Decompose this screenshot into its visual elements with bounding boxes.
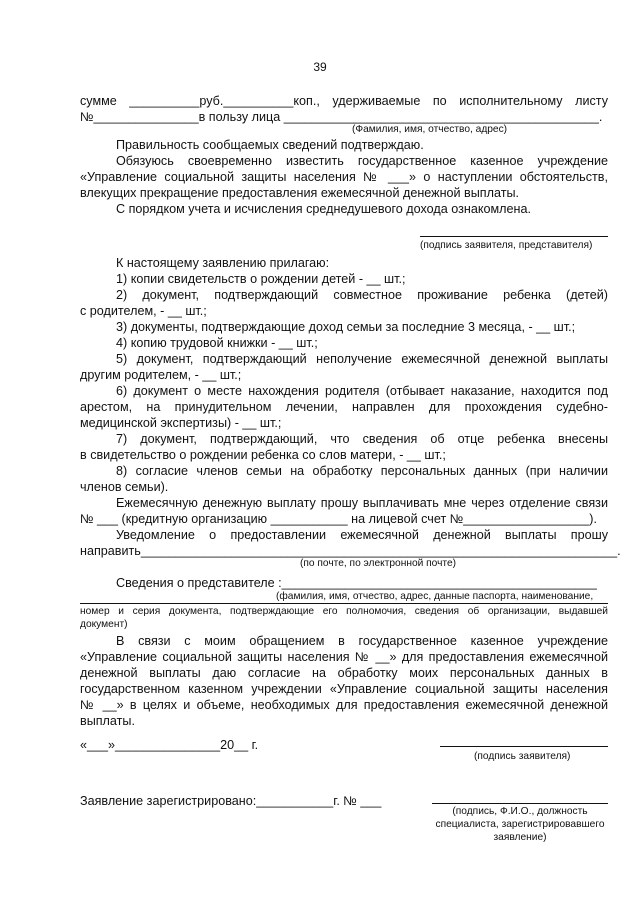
field-caption: (по почте, по электронной почте) (300, 558, 457, 569)
text-line: В связи с моим обращением в государственное казенное учреждение (116, 634, 608, 648)
text-line: С порядком учета и исчисления среднедушевого дохода ознакомлена. (116, 202, 531, 216)
text-line: Ежемесячную денежную выплату прошу выплачивать мне через отделение связи (116, 496, 608, 510)
list-item: 4) копию трудовой книжки - __ шт.; (116, 336, 318, 350)
signature-line (420, 236, 608, 237)
field-caption: документ) (80, 619, 128, 630)
field-caption: (Фамилия, имя, отчество, адрес) (352, 124, 508, 135)
text-line: влекущих прекращение предоставления ежемесячной денежной выплаты. (80, 186, 520, 200)
list-item: 8) согласие членов семьи на обработку персональных данных (при наличии (116, 464, 608, 478)
page-number: 39 (313, 60, 327, 74)
signature-line (440, 746, 608, 747)
field-caption: специалиста, зарегистрировавшего (435, 819, 605, 830)
text-line: арестом, на принудительном лечении, направлен для прохождения судебно- (80, 400, 608, 414)
text-line: денежной выплаты даю согласие на обработку моих персональных данных в (80, 666, 608, 680)
list-item: 2) документ, подтверждающий совместное проживание ребенка (детей) (116, 288, 608, 302)
text-line: «Управление социальной защиты населения № ___» о наступлении обстоятельств, (80, 170, 608, 184)
text-line: «Управление социальной защиты населения № __» для предоставления ежемесячной (80, 650, 608, 664)
text-line: Сведения о представителе :_____________________________________________ (116, 576, 597, 590)
text-line: Обязуюсь своевременно известить государственное казенное учреждение (116, 154, 608, 168)
date-line: «___»_______________20__ г. (80, 738, 259, 752)
text-line: выплаты. (80, 714, 135, 728)
field-caption: номер и серия документа, подтверждающие его полномочия, сведения об организации, выдавшей (80, 606, 608, 617)
list-item: 7) документ, подтверждающий, что сведения об отце ребенка внесены (116, 432, 608, 446)
text-line: направить____________________________________________________________________. (80, 544, 621, 558)
field-caption: (фамилия, имя, отчество, адрес, данные паспорта, наименование, (276, 591, 594, 602)
text-line: Уведомление о предоставлении ежемесячной денежной выплаты прошу (116, 528, 608, 542)
list-item: 1) копии свидетельств о рождении детей - __ шт.; (116, 272, 406, 286)
fill-line (80, 603, 608, 604)
list-item: 5) документ, подтверждающий неполучение ежемесячной денежной выплаты (116, 352, 608, 366)
text-line: членов семьи). (80, 480, 169, 494)
signature-line (432, 803, 608, 804)
text-line: № ___ (кредитную организацию ___________ на лицевой счет №__________________). (80, 512, 597, 526)
text-line: с родителем, - __ шт.; (80, 304, 207, 318)
text-line: другим родителем, - __ шт.; (80, 368, 242, 382)
text-line: в свидетельство о рождении ребенка со слов матери, - __ шт.; (80, 448, 446, 462)
text-line: государственном казенном учреждении «Управление социальной защиты населения (80, 682, 608, 696)
list-item: 3) документы, подтверждающие доход семьи за последние 3 месяца, - __ шт.; (116, 320, 576, 334)
text-line: сумме __________руб.__________коп., удерживаемые по исполнительному листу (80, 94, 608, 108)
text-line: №_______________в пользу лица _____________________________________________. (80, 110, 603, 124)
list-item: 6) документ о месте нахождения родителя (отбывает наказание, находится под (116, 384, 608, 398)
text-line: № __» в целях и объеме, необходимых для предоставления ежемесячной денежной (80, 698, 608, 712)
field-caption: (подпись заявителя, представителя) (420, 240, 593, 251)
field-caption: (подпись заявителя) (474, 751, 571, 762)
text-line: медицинской экспертизы) - __ шт.; (80, 416, 282, 430)
field-caption: (подпись, Ф.И.О., должность (452, 806, 588, 817)
field-caption: заявление) (493, 832, 547, 843)
registration-line: Заявление зарегистрировано:___________г. № ___ (80, 794, 382, 808)
text-line: Правильность сообщаемых сведений подтверждаю. (116, 138, 424, 152)
text-line: К настоящему заявлению прилагаю: (116, 256, 330, 270)
